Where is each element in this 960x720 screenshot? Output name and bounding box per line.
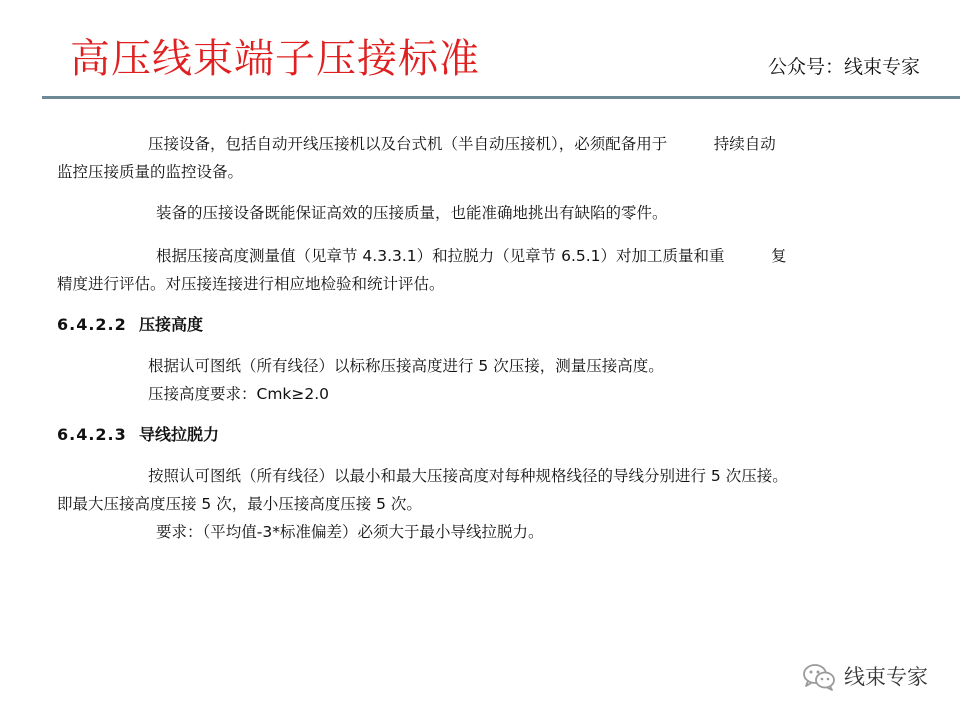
section-title: 压接高度: [139, 315, 204, 334]
wechat-icon: [802, 662, 836, 692]
paragraph-3-line-1: 根据压接高度测量值（见章节 4.3.3.1）和拉脱力（见章节 6.5.1）对加工质量和重 复: [156, 247, 787, 265]
section-number: 6.4.2.3: [57, 425, 127, 444]
paragraph-1-line-1: 压接设备，包括自动开线压接机以及台式机（半自动压接机），必须配备用于 持续自动: [148, 135, 776, 153]
section-2-line-1: 按照认可图纸（所有线径）以最小和最大压接高度对每种规格线径的导线分别进行 5 次压接。: [148, 467, 788, 485]
paragraph-2: 装备的压接设备既能保证高效的压接质量，也能准确地挑出有缺陷的零件。: [156, 204, 668, 222]
watermark: [802, 660, 928, 694]
section-1-line-1: 根据认可图纸（所有线径）以标称压接高度进行 5 次压接，测量压接高度。: [148, 357, 664, 375]
section-2-line-2: 即最大压接高度压接 5 次，最小压接高度压接 5 次。: [57, 495, 422, 513]
section-number: 6.4.2.2: [57, 315, 127, 334]
header-divider: [42, 96, 960, 99]
watermark-text: 线束专家: [844, 665, 928, 689]
account-label: 公众号：线束专家: [767, 56, 920, 78]
paragraph-1-line-2: 监控压接质量的监控设备。: [57, 163, 244, 181]
section-heading-crimp-height: [57, 312, 203, 338]
section-1-line-2: 压接高度要求：Cmk≥2.0: [148, 385, 330, 403]
page-title: 高压线束端子压接标准: [70, 36, 480, 82]
paragraph-3-line-2: 精度进行评估。对压接连接进行相应地检验和统计评估。: [57, 275, 445, 293]
section-2-line-3: 要求：（平均值-3*标准偏差）必须大于最小导线拉脱力。: [156, 523, 544, 541]
section-title: 导线拉脱力: [139, 425, 220, 444]
section-heading-pull-out-force: [57, 422, 219, 448]
